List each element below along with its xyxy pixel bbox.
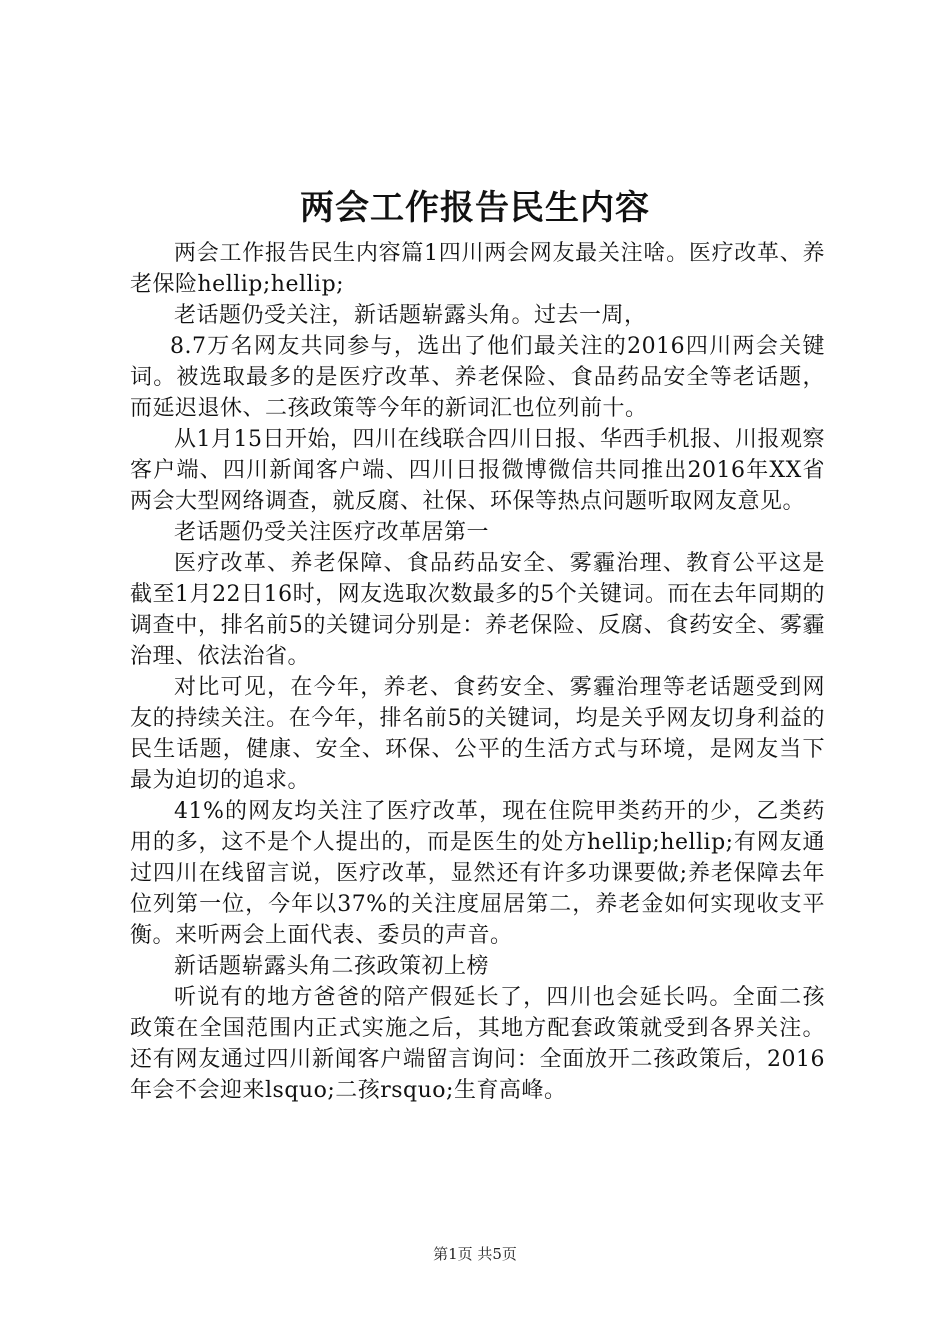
paragraph-comparison: 对比可见，在今年，养老、食药安全、雾霾治理等老话题受到网友的持续关注。在今年，排名前5的关键词，均是关乎网友切身利益的民生话题，健康、安全、环保、公平的生活方式与环境，是网友当下最为迫切的追求。 — [130, 675, 825, 793]
paragraph-top-keywords: 医疗改革、养老保障、食品药品安全、雾霾治理、教育公平这是截至1月22日16时，网友选取次数最多的5个关键词。而在去年同期的调查中，排名前5的关键词分别是：养老保险、反腐、食药安全、雾霾治理、依法治省。 — [130, 551, 825, 669]
paragraph-intro: 两会工作报告民生内容篇1四川两会网友最关注啥。医疗改革、养老保险hellip;hellip; — [130, 241, 825, 297]
section-heading-medical-reform: 老话题仍受关注医疗改革居第一 — [174, 520, 490, 545]
paragraph-old-topics: 老话题仍受关注，新话题崭露头角。过去一周， — [174, 303, 647, 328]
document-body — [130, 238, 825, 1106]
paragraph-participation: 8.7万名网友共同参与，选出了他们最关注的2016四川两会关键词。被选取最多的是医疗改革、养老保险、食品药品安全等老话题，而延迟退休、二孩政策等今年的新词汇也位列前十。 — [130, 334, 825, 421]
paragraph-survey-start: 从1月15日开始，四川在线联合四川日报、华西手机报、川报观察客户端、四川新闻客户端、四川日报微博微信共同推出2016年XX省两会大型网络调查，就反腐、社保、环保等热点问题听取网友意见。 — [130, 427, 825, 514]
paragraph-second-child-policy: 听说有的地方爸爸的陪产假延长了，四川也会延长吗。全面二孩政策在全国范围内正式实施之后，其地方配套政策就受到各界关注。还有网友通过四川新闻客户端留言询问：全面放开二孩政策后，2016年会不会迎来lsquo;二孩rsquo;生育高峰。 — [130, 985, 825, 1103]
paragraph-medical-details: 41%的网友均关注了医疗改革，现在住院甲类药开的少，乙类药用的多，这不是个人提出的，而是医生的处方hellip;hellip;有网友通过四川在线留言说，医疗改革，显然还有许多功课要做;养老保障去年位列第一位，今年以37%的关注度屈居第二，养老金如何实现收支平衡。来听两会上面代表、委员的声音。 — [130, 799, 825, 948]
section-heading-second-child: 新话题崭露头角二孩政策初上榜 — [174, 954, 490, 979]
page-indicator: 第1页 共5页 — [433, 1245, 517, 1263]
document-title: 两会工作报告民生内容 — [300, 188, 650, 228]
